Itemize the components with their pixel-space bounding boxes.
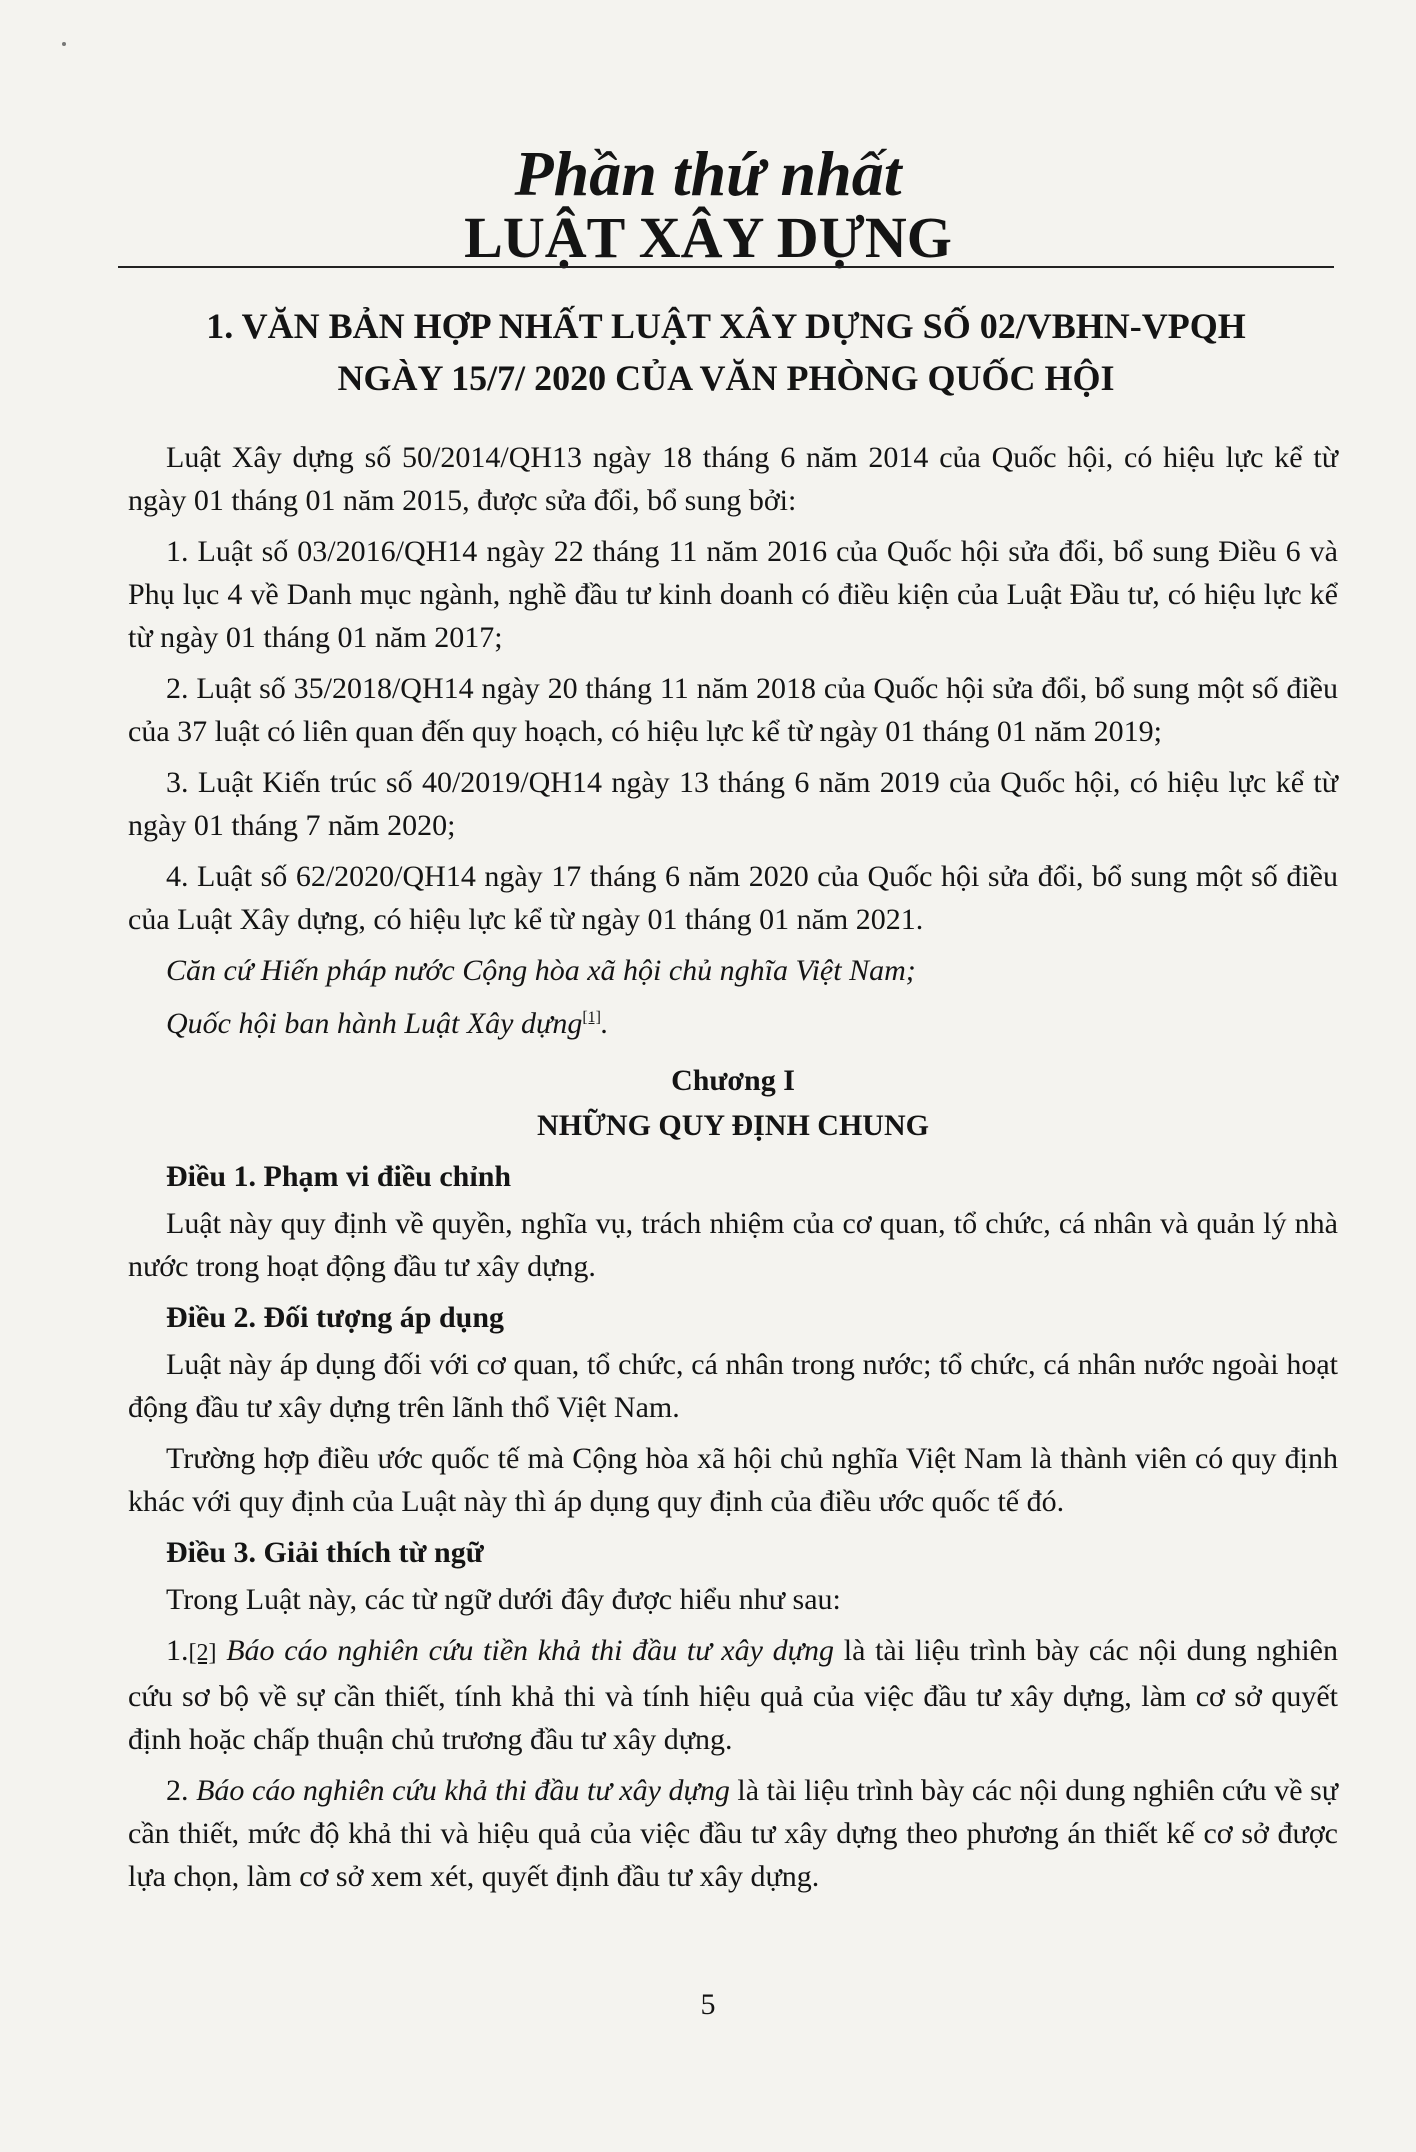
article-2-title: Điều 2. Đối tượng áp dụng: [166, 1301, 505, 1334]
enactment-text: Quốc hội ban hành Luật Xây dựng: [166, 1007, 583, 1040]
intro-paragraph: Luật Xây dựng số 50/2014/QH13 ngày 18 tháng 6 năm 2014 của Quốc hội, có hiệu lực kể từ ngày 01 tháng 01 năm 2015, được sửa đổi, bổ sung bởi:: [128, 441, 1338, 517]
page-number: 5: [700, 1988, 716, 2021]
definition-1-number: 1.: [166, 1634, 189, 1667]
doc-heading-line-1: 1. VĂN BẢN HỢP NHẤT LUẬT XÂY DỰNG SỐ 02/VBHN-VPQH: [206, 306, 1246, 346]
amendment-item-3: 3. Luật Kiến trúc số 40/2019/QH14 ngày 13 tháng 6 năm 2019 của Quốc hội, có hiệu lực kể từ ngày 01 tháng 7 năm 2020;: [128, 766, 1338, 842]
article-3-definition-2: [128, 1769, 1338, 1898]
legal-basis-constitution: Căn cứ Hiến pháp nước Cộng hòa xã hội chủ nghĩa Việt Nam;: [166, 954, 916, 987]
chapter-name: NHỮNG QUY ĐỊNH CHUNG: [537, 1109, 929, 1142]
article-3-title: Điều 3. Giải thích từ ngữ: [166, 1536, 484, 1569]
definition-1-term: Báo cáo nghiên cứu tiền khả thi đầu tư xây dựng: [226, 1634, 835, 1667]
definition-2-term: Báo cáo nghiên cứu khả thi đầu tư xây dựng: [196, 1774, 730, 1807]
part-title: Phần thứ nhất: [514, 138, 902, 209]
definition-2-text: là tài liệu trình bày các nội dung nghiên cứu về sự cần thiết, mức độ khả thi và hiệu quả của việc đầu tư xây dựng theo phương án thiết kế cơ sở được lựa chọn, làm cơ sở xem xét, quyết định đầu tư xây dựng.: [128, 1774, 1339, 1893]
legal-basis-enactment: [128, 996, 1338, 1045]
enactment-period: .: [601, 1007, 609, 1040]
article-3-definition-1: [128, 1629, 1338, 1761]
article-1-text: Luật này quy định về quyền, nghĩa vụ, trách nhiệm của cơ quan, tổ chức, cá nhân và quản lý nhà nước trong hoạt động đầu tư xây dựng.: [128, 1207, 1338, 1283]
consolidated-document-heading: [118, 300, 1334, 404]
doc-heading-line-2: NGÀY 15/7/ 2020 CỦA VĂN PHÒNG QUỐC HỘI: [337, 358, 1115, 398]
amendment-item-2: 2. Luật số 35/2018/QH14 ngày 20 tháng 11 năm 2018 của Quốc hội sửa đổi, bổ sung một số điều của 37 luật có liên quan đến quy hoạch, có hiệu lực kể từ ngày 01 tháng 01 năm 2019;: [128, 672, 1338, 748]
title-divider: [118, 266, 1334, 268]
amendment-item-1: 1. Luật số 03/2016/QH14 ngày 22 tháng 11 năm 2016 của Quốc hội sửa đổi, bổ sung Điều 6 và Phụ lục 4 về Danh mục ngành, nghề đầu tư kinh doanh có điều kiện của Luật Đầu tư, có hiệu lực kể từ ngày 01 tháng 01 năm 2017;: [128, 535, 1338, 654]
print-speck: [62, 42, 66, 46]
body-text: [128, 436, 1338, 1906]
footnote-ref-1[interactable]: [1]: [582, 1009, 601, 1026]
article-2-text-1: Luật này áp dụng đối với cơ quan, tổ chức, cá nhân trong nước; tổ chức, cá nhân nước ngoài hoạt động đầu tư xây dựng trên lãnh thổ Việt Nam.: [128, 1348, 1338, 1424]
chapter-number: Chương I: [671, 1064, 795, 1097]
article-3-intro: Trong Luật này, các từ ngữ dưới đây được hiểu như sau:: [166, 1583, 841, 1616]
footnote-ref-2[interactable]: [2]: [188, 1640, 217, 1666]
law-title: LUẬT XÂY DỰNG: [464, 205, 952, 270]
definition-1-text: là tài liệu trình bày các nội dung nghiên cứu sơ bộ về sự cần thiết, tính khả thi và tính hiệu quả của việc đầu tư xây dựng, làm cơ sở quyết định hoặc chấp thuận chủ trương đầu tư xây dựng.: [128, 1634, 1338, 1756]
definition-2-number: 2.: [166, 1774, 197, 1807]
article-1-title: Điều 1. Phạm vi điều chỉnh: [166, 1160, 512, 1193]
amendment-item-4: 4. Luật số 62/2020/QH14 ngày 17 tháng 6 năm 2020 của Quốc hội sửa đổi, bổ sung một số điều của Luật Xây dựng, có hiệu lực kể từ ngày 01 tháng 01 năm 2021.: [128, 860, 1338, 936]
article-2-text-2: Trường hợp điều ước quốc tế mà Cộng hòa xã hội chủ nghĩa Việt Nam là thành viên có quy định khác với quy định của Luật này thì áp dụng quy định của điều ước quốc tế đó.: [128, 1442, 1338, 1518]
